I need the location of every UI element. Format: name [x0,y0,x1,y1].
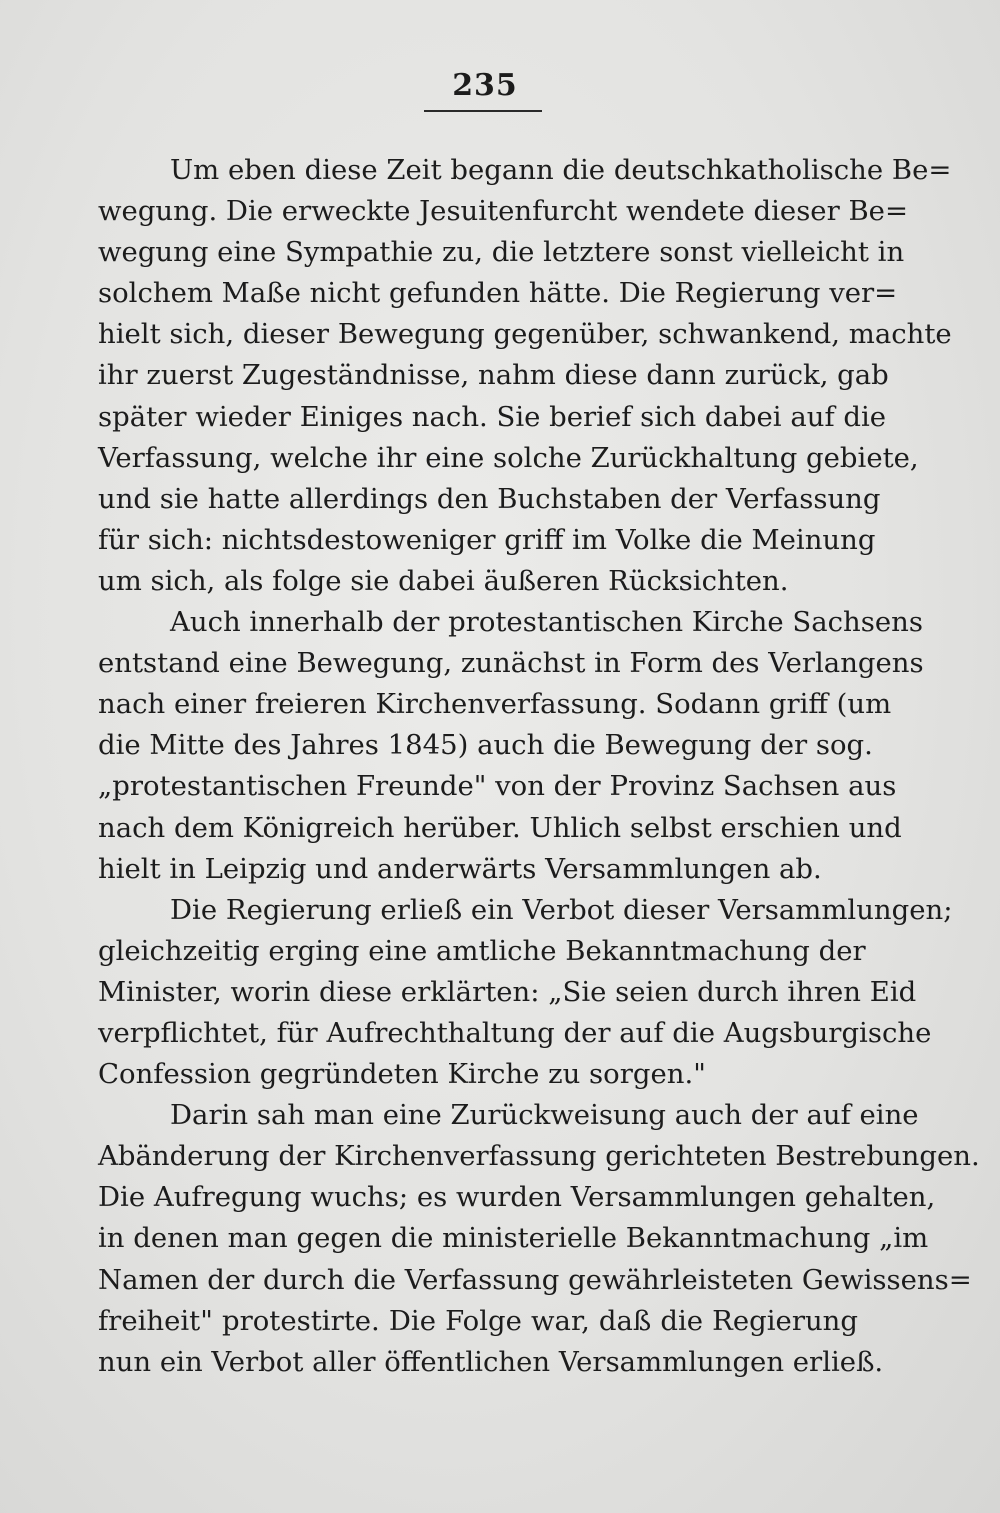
paragraph [98,890,953,1095]
text-line: um sich, als folge sie dabei äußeren Rücksichten. [98,564,789,597]
text-line: die Mitte des Jahres 1845) auch die Bewegung der sog. [98,729,873,762]
text-line: Abänderung der Kirchenverfassung gerichteten Bestrebungen. [98,1140,980,1173]
page-number: 235 [452,68,518,103]
text-line: Um eben diese Zeit begann die deutschkatholische Be= [170,154,952,186]
paragraph [98,602,924,890]
text-line: nach einer freieren Kirchenverfassung. Sodann griff (um [98,688,892,721]
text-line: in denen man gegen die ministerielle Bekanntmachung „im [98,1222,929,1255]
text-line: entstand eine Bewegung, zunächst in Form des Verlangens [98,647,924,680]
paragraph [98,150,952,602]
text-line: wegung. Die erweckte Jesuitenfurcht wendete dieser Be= [98,195,908,228]
text-line: gleichzeitig erging eine amtliche Bekanntmachung der [98,934,866,967]
text-line: später wieder Einiges nach. Sie berief sich dabei auf die [98,400,887,433]
text-line: Die Aufregung wuchs; es wurden Versammlungen gehalten, [98,1181,936,1214]
text-line: für sich: nichtsdestoweniger griff im Volke die Meinung [98,523,876,556]
text-line: Minister, worin diese erklärten: „Sie seien durch ihren Eid [98,975,917,1008]
text-line: nun ein Verbot aller öffentlichen Versammlungen erließ. [98,1345,884,1378]
text-line: Confession gegründeten Kirche zu sorgen." [98,1058,706,1091]
text-line: Auch innerhalb der protestantischen Kirche Sachsens [170,606,923,639]
text-line: hielt sich, dieser Bewegung gegenüber, schwankend, machte [98,318,952,351]
text-line: nach dem Königreich herüber. Uhlich selbst erschien und [98,811,902,844]
text-line: Die Regierung erließ ein Verbot dieser Versammlungen; [170,893,953,926]
text-line: hielt in Leipzig und anderwärts Versammlungen ab. [98,852,822,885]
text-line: „protestantischen Freunde" von der Provinz Sachsen aus [98,770,897,803]
text-line: wegung eine Sympathie zu, die letztere sonst vielleicht in [98,236,905,269]
text-line: ihr zuerst Zugeständnisse, nahm diese dann zurück, gab [98,359,889,392]
text-line: solchem Maße nicht gefunden hätte. Die Regierung ver= [98,277,898,310]
body-text [98,150,980,1383]
paragraph [98,1095,980,1383]
text-line: verpflichtet, für Aufrechthaltung der auf die Augsburgische [98,1016,932,1049]
text-line: Darin sah man eine Zurückweisung auch der auf eine [170,1099,919,1132]
text-line: Namen der durch die Verfassung gewährleisteten Gewissens= [98,1263,972,1296]
text-line: freiheit" protestirte. Die Folge war, daß die Regierung [98,1304,858,1337]
text-line: und sie hatte allerdings den Buchstaben der Verfassung [98,482,881,515]
text-line: Verfassung, welche ihr eine solche Zurückhaltung gebiete, [98,441,919,474]
page-number-rule [424,110,542,112]
